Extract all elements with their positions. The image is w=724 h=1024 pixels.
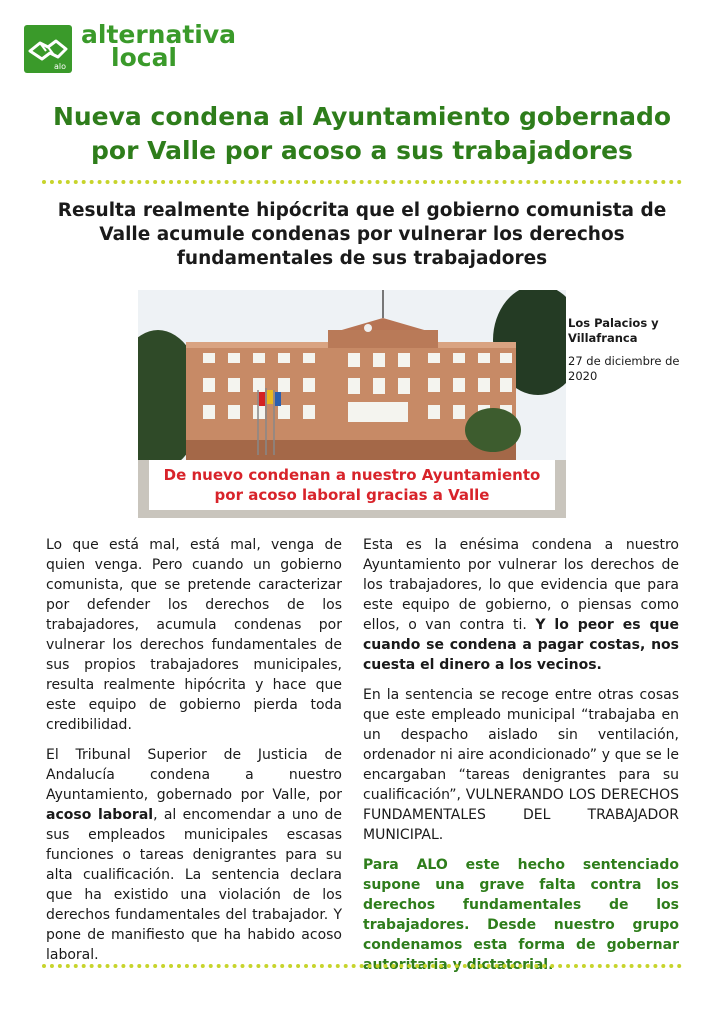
right-paragraph-2: En la sentencia se recoge entre otras cosas que este empleado municipal “trabajaba en un despacho aislado sin ventilación, ordenador ni aire acondicionado” y que se le encargaban “tareas denigrantes para su cualificación”, VULNERANDO LOS DERECHOS FUNDAMENTALES DEL TRABAJADOR MUNICIPAL. [363,687,679,843]
alo-logo [24,20,237,75]
logo-line-1: alternativa [81,20,237,49]
title-line-1: Nueva condena al Ayuntamiento gobernado [52,102,672,131]
logo-wordmark [81,20,237,72]
location: Los Palacios y Villafranca [568,316,659,345]
handshake-icon [24,25,72,73]
right-paragraph-1 [363,535,679,675]
right-p1-text: Esta es la enésima condena a nuestro Ayuntamiento por vulnerar los derechos de los trabajadores, lo que evidencia que para este equipo de gobierno, o piensas como ellos, o van contra ti. [363,537,679,633]
left-p2-text-b: , al encomendar a uno de sus empleados municipales escasas funciones o tareas denigrantes para su alta cualificación. La sentencia declara que ha existido una violación de los derechos fundamentales del trabajador. Y pone de manifiesto que ha habido acoso laboral. [46,807,342,963]
logo-mark: alo [54,62,67,71]
right-column [363,535,679,985]
left-p2-bold: acoso laboral [46,807,154,823]
dotted-divider-top [42,180,682,184]
banner-line-2: por acoso laboral gracias a Valle [214,486,490,504]
page-title [40,100,684,168]
banner-line-1: De nuevo condenan a nuestro Ayuntamiento [163,466,541,484]
photo-banner [149,460,555,510]
article-meta [568,316,698,384]
left-column [46,535,342,975]
logo-line-2: local [111,43,178,72]
title-line-2: por Valle por acoso a sus trabajadores [91,136,633,165]
subtitle: Resulta realmente hipócrita que el gobierno comunista de Valle acumule condenas por vulnerar los derechos fundamentales de sus trabajadores [57,200,667,269]
date: 27 de diciembre de 2020 [568,354,680,383]
right-paragraph-3: Para ALO este hecho sentenciado supone una grave falta contra los derechos fundamentales de los trabajadores. Desde nuestro grupo condenamos esta forma de gobernar autoritaria y dictatorial. [363,857,679,973]
left-paragraph-1: Lo que está mal, está mal, venga de quien venga. Pero cuando un gobierno comunista, que se pretende caracterizar por defender los derechos de los trabajadores, acumula condenas por vulnerar los derechos fundamentales de sus propios trabajadores municipales, resulta realmente hipócrita y hace que este equipo de gobierno pierda toda credibilidad. [46,537,342,733]
left-paragraph-2 [46,745,342,965]
dotted-divider-bottom [42,964,682,968]
left-p2-text-a: El Tribunal Superior de Justicia de Andalucía condena a nuestro Ayuntamiento, gobernado por Valle, por [46,747,342,803]
right-p1-bold: Y lo peor es que cuando se condena a pagar costas, nos cuesta el dinero a los vecinos. [363,617,680,673]
